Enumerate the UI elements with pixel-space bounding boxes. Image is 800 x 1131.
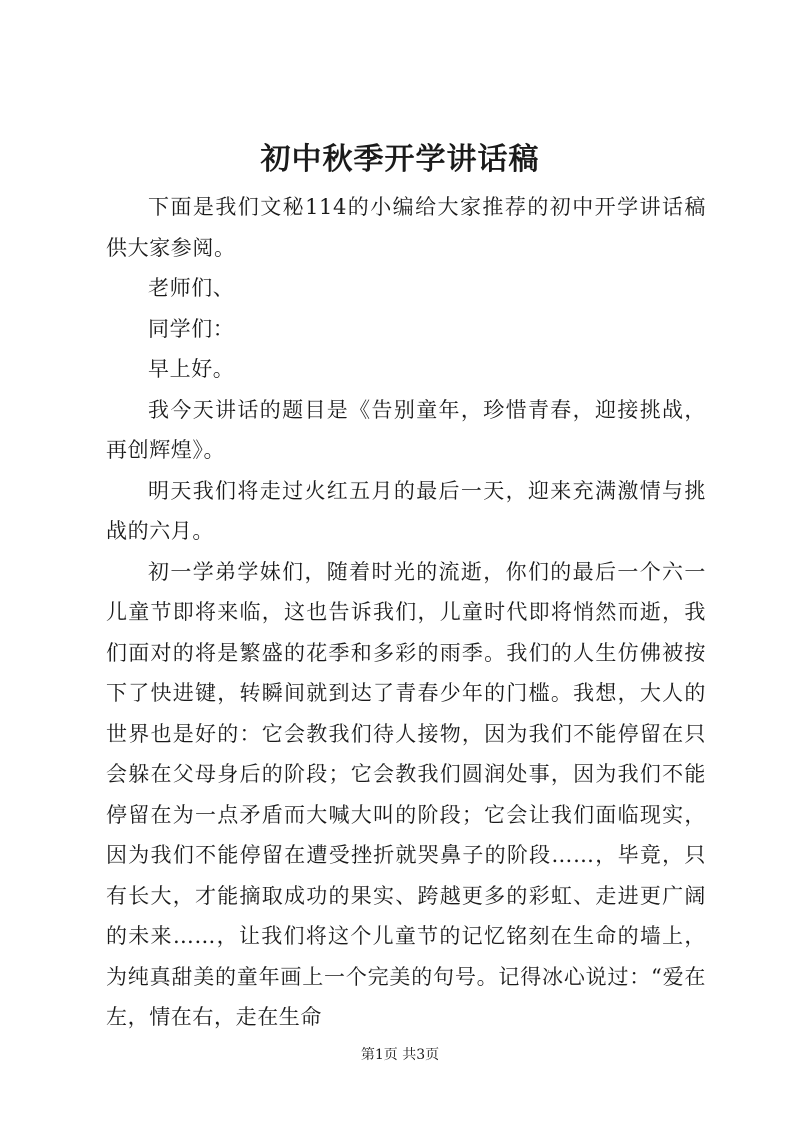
paragraph-main: 初一学弟学妹们，随着时光的流逝，你们的最后一个六一儿童节即将来临，这也告诉我们，儿童时代即将悄然而逝，我们面对的将是繁盛的花季和多彩的雨季。我们的人生仿佛被按下了快进键，转瞬间就到达了青春少年的门槛。我想，大人的世界也是好的：它会教我们待人接物，因为我们不能停留在只会躲在父母身后的阶段；它会教我们圆润处事，因为我们不能停留在为一点矛盾而大喊大叫的阶段；它会让我们面临现实，因为我们不能停留在遭受挫折就哭鼻子的阶段……，毕竟，只有长大，才能摘取成功的果实、跨越更多的彩虹、走进更广阔的未来……，让我们将这个儿童节的记忆铭刻在生命的墙上，为纯真甜美的童年画上一个完美的句号。记得冰心说过：“爱在左，情在右，走在生命 (106, 559, 706, 1029)
document-body (106, 187, 706, 1038)
paragraph-greeting-students: 同学们： (148, 316, 235, 341)
document-title: 初中秋季开学讲话稿 (260, 142, 540, 177)
paragraph-good-morning: 早上好。 (148, 357, 235, 381)
paragraph-topic: 我今天讲话的题目是《告别童年，珍惜青春，迎接挑战，再创辉煌》。 (106, 397, 706, 462)
paragraph-intro: 下面是我们文秘114的小编给大家推荐的初中开学讲话稿供大家参阅。 (106, 195, 706, 260)
page-footer: 第1页 共3页 (360, 1047, 440, 1063)
paragraph-greeting-teachers: 老师们、 (148, 276, 235, 300)
paragraph-tomorrow: 明天我们将走过火红五月的最后一天，迎来充满激情与挑战的六月。 (106, 478, 706, 543)
